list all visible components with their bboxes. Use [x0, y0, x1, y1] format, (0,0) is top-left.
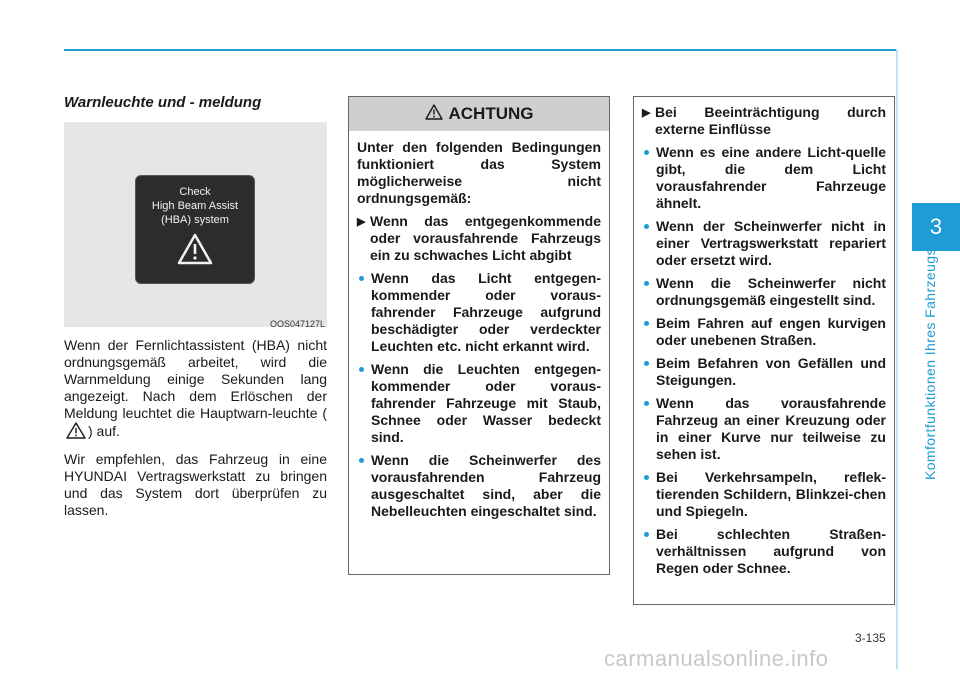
list-item: Bei schlechten Straßen-verhältnissen aufgrund von Regen oder Schnee.: [642, 526, 886, 577]
warning-triangle-icon: [136, 233, 254, 270]
dashboard-figure: [64, 122, 327, 327]
conditions-arrow-text: Bei Beeinträchtigung durch externe Einflüsse: [655, 104, 886, 137]
page-number: 3-135: [855, 631, 886, 645]
caution-arrow-item: [357, 213, 601, 264]
list-item: Wenn das Licht entgegen-kommender oder voraus-fahrender Fahrzeuge aufgrund beschädigter oder verdeckter Leuchten etc. nicht erkannt wird.: [357, 270, 601, 355]
list-item: Wenn die Scheinwerfer des vorausfahrenden Fahrzeug ausgeschaltet sind, aber die Nebelleuchten eingeschaltet sind.: [357, 452, 601, 520]
list-item: Beim Befahren von Gefällen und Steigungen.: [642, 355, 886, 389]
caution-intro: Unter den folgenden Bedingungen funktioniert das System möglicherweise nicht ordnungsgemäß:: [357, 139, 601, 206]
figure-code: OOS047127L: [269, 319, 325, 329]
side-rule: [896, 49, 898, 669]
watermark: carmanualsonline.info: [604, 646, 829, 671]
body-p1-text: Wenn der Fernlichtassistent (HBA) nicht ordnungsgemäß arbeitet, wird die Warnmeldung einige Sekunden lang angezeigt. Nach dem Erlöschen der Meldung leuchtet die Hauptwarn-leuchte (: [64, 337, 327, 421]
conditions-arrow-item: [642, 104, 886, 138]
chapter-number-tab: [912, 203, 960, 251]
screen-line-2: High Beam Assist: [151, 200, 239, 212]
caution-arrow-text: Wenn das entgegenkommende oder vorausfahrende Fahrzeugs ein zu schwaches Licht abgibt: [370, 213, 601, 263]
caution-box: [348, 96, 610, 575]
top-rule: [64, 49, 896, 51]
arrow-right-icon: ▶: [642, 107, 651, 119]
arrow-right-icon: ▶: [357, 216, 366, 228]
list-item: Wenn die Scheinwerfer nicht ordnungsgemäß eingestellt sind.: [642, 275, 886, 309]
screen-line-3: (HBA) system: [161, 214, 229, 226]
list-item: Wenn die Leuchten entgegen-kommender oder voraus-fahrender Fahrzeuge mit Staub, Schnee oder Wasser bedeckt sind.: [357, 361, 601, 446]
list-item: Wenn es eine andere Licht-quelle gibt, die dem Licht vorausfahrender Fahrzeuge ähnelt.: [642, 144, 886, 212]
section-heading: Warnleuchte und - meldung: [64, 94, 262, 111]
master-warning-icon: [66, 422, 86, 443]
body-text: [64, 337, 327, 527]
list-item: Wenn das vorausfahrende Fahrzeug an einer Kreuzung oder in einer Kurve nur teilweise zu sehen ist.: [642, 395, 886, 463]
cluster-message-screen: [135, 175, 255, 284]
conditions-box: [633, 96, 895, 605]
screen-line-1: Check: [179, 186, 211, 198]
body-paragraph-1: [64, 337, 327, 443]
chapter-title: Komfortfunktionen Ihres Fahrzeugs: [922, 248, 938, 480]
caution-warning-icon: [425, 104, 443, 125]
body-p1-end: ) auf.: [88, 423, 120, 439]
conditions-bullet-list: [642, 144, 886, 577]
caution-body: [349, 131, 609, 520]
body-paragraph-2: Wir empfehlen, das Fahrzeug in eine HYUNDAI Vertragswerkstatt zu bringen und das System dort überprüfen zu lassen.: [64, 451, 327, 518]
list-item: Wenn der Scheinwerfer nicht in einer Vertragswerkstatt repariert oder ersetzt wird.: [642, 218, 886, 269]
list-item: Beim Fahren auf engen kurvigen oder unebenen Straßen.: [642, 315, 886, 349]
caution-title: ACHTUNG: [448, 104, 534, 123]
list-item: Bei Verkehrsampeln, reflek-tierenden Schildern, Blinkzei-chen und Spiegeln.: [642, 469, 886, 520]
caution-bullet-list: [357, 270, 601, 520]
caution-header: [349, 97, 609, 131]
chapter-number: 3: [929, 214, 943, 239]
